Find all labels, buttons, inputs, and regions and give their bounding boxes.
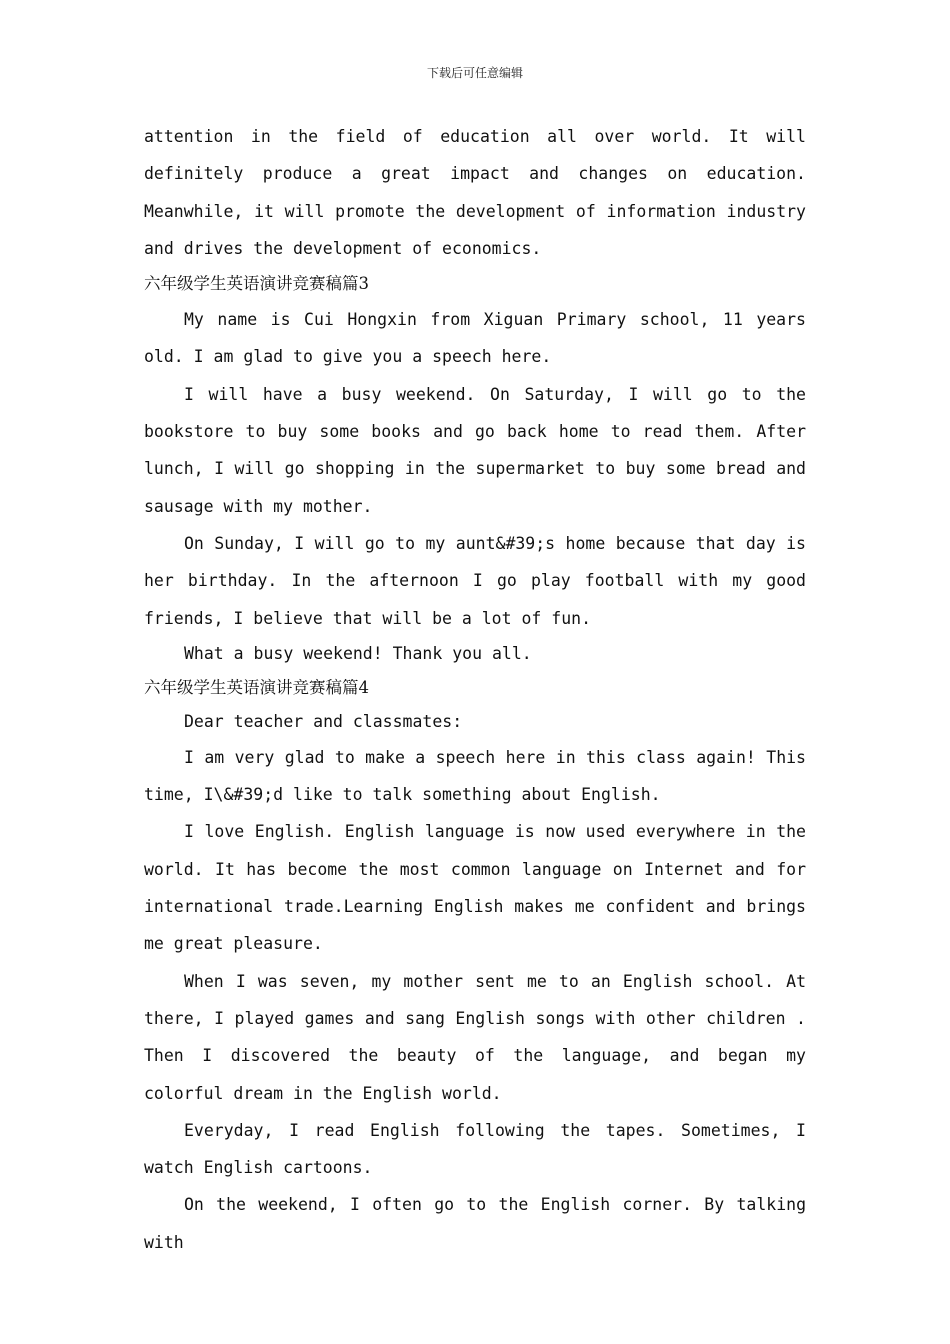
- paragraph: I love English. English language is now used everywhere in the world. It has become the most common language on Internet and for international trade.Learning English makes me confident and brings me great pleasure.: [144, 822, 806, 954]
- paragraph: On the weekend, I often go to the English corner. By talking with: [144, 1195, 806, 1252]
- paragraph: Everyday, I read English following the tapes. Sometimes, I watch English cartoons.: [144, 1120, 806, 1178]
- paragraph-continued: attention in the field of education all over world. It will definitely produce a great impact and changes on education. Meanwhile, it will promote the development of information industry and drives the development of economics.: [144, 127, 806, 258]
- page-header: 下载后可任意编辑: [426, 66, 523, 80]
- paragraph: What a busy weekend! Thank you all.: [184, 643, 532, 663]
- document-body: [144, 118, 806, 1261]
- paragraph: I am very glad to make a speech here in this class again! This time, I\&#39;d like to talk something about English.: [144, 747, 806, 805]
- paragraph: My name is Cui Hongxin from Xiguan Primary school, 11 years old. I am glad to give you a speech here.: [144, 310, 806, 367]
- paragraph: When I was seven, my mother sent me to an English school. At there, I played games and sang English songs with other children . Then I discovered the beauty of the language, and began my colorful dream in the English world.: [144, 971, 806, 1103]
- paragraph: I will have a busy weekend. On Saturday, I will go to the bookstore to buy some books and go back home to read them. After lunch, I will go shopping in the supermarket to buy some bread and sausage with my mother.: [144, 384, 806, 516]
- paragraph: Dear teacher and classmates:: [184, 711, 463, 731]
- paragraph: On Sunday, I will go to my aunt&#39;s home because that day is her birthday. In the afternoon I go play football with my good friends, I believe that will be a lot of fun.: [144, 533, 806, 628]
- section-heading-4: 六年级学生英语演讲竞赛稿篇4: [144, 677, 369, 697]
- section-heading-3: 六年级学生英语演讲竞赛稿篇3: [144, 274, 369, 294]
